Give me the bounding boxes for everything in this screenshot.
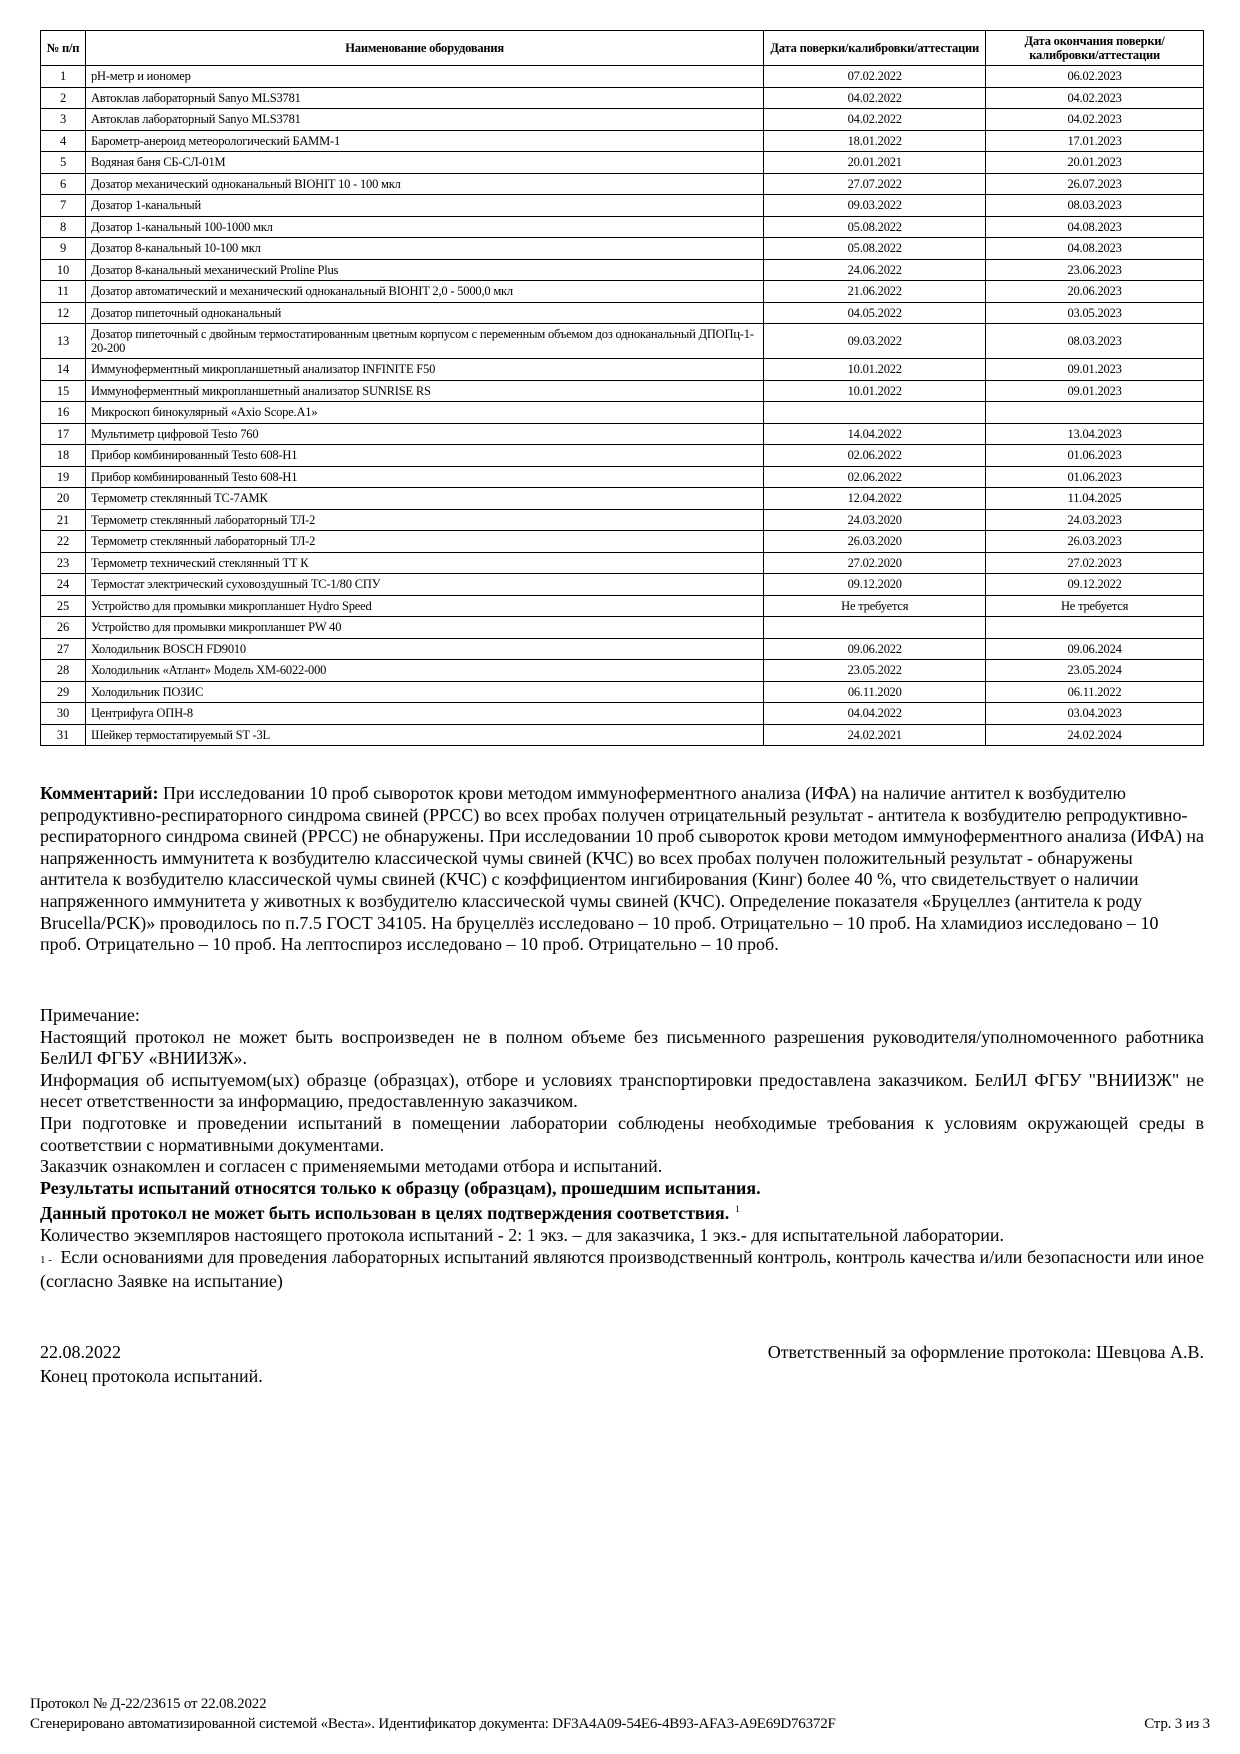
check-date: 04.02.2022	[764, 109, 986, 131]
row-number: 8	[41, 216, 86, 238]
equipment-name: Термометр технический стеклянный ТТ К	[85, 552, 763, 574]
end-date: 04.08.2023	[986, 238, 1204, 260]
row-number: 10	[41, 259, 86, 281]
end-date: 23.05.2024	[986, 660, 1204, 682]
table-row	[41, 281, 1204, 303]
end-date: 13.04.2023	[986, 423, 1204, 445]
signature-row	[40, 1342, 1204, 1363]
table-row	[41, 660, 1204, 682]
footnote	[40, 1247, 1204, 1293]
note-item: Информация об испытуемом(ых) образце (образцах), отборе и условиях транспортировки предоставлена заказчиком. БелИЛ ФГБУ "ВНИИЗЖ" не несет ответственности за информацию, предоставленную заказчиком.	[40, 1069, 1204, 1112]
check-date: 20.01.2021	[764, 152, 986, 174]
check-date: 26.03.2020	[764, 531, 986, 553]
equipment-name: Дозатор пипеточный с двойным термостатированным цветным корпусом с переменным объемом доз одноканальный ДПОПц-1-20-200	[85, 324, 763, 359]
table-row	[41, 109, 1204, 131]
equipment-name: Иммуноферментный микропланшетный анализатор INFINITE F50	[85, 359, 763, 381]
row-number: 18	[41, 445, 86, 467]
equipment-name: Прибор комбинированный Testo 608-H1	[85, 445, 763, 467]
equipment-name: Дозатор 8-канальный 10-100 мкл	[85, 238, 763, 260]
note-item: Настоящий протокол не может быть воспроизведен не в полном объеме без письменного разрешения руководителя/уполномоченного работника БелИЛ ФГБУ «ВНИИЗЖ».	[40, 1026, 1204, 1069]
table-row	[41, 595, 1204, 617]
row-number: 23	[41, 552, 86, 574]
end-date: 26.03.2023	[986, 531, 1204, 553]
row-number: 4	[41, 130, 86, 152]
end-date: 04.02.2023	[986, 87, 1204, 109]
end-date: 11.04.2025	[986, 488, 1204, 510]
end-date: 06.02.2023	[986, 66, 1204, 88]
check-date: 18.01.2022	[764, 130, 986, 152]
table-row	[41, 509, 1204, 531]
copies-note: Количество экземпляров настоящего протокола испытаний - 2: 1 экз. – для заказчика, 1 экз.- для испытательной лаборатории.	[40, 1224, 1004, 1245]
table-header-row	[41, 31, 1204, 66]
row-number: 6	[41, 173, 86, 195]
equipment-name: Барометр-анероид метеорологический БАММ-1	[85, 130, 763, 152]
notes-section	[40, 1005, 1204, 1293]
equipment-name: Холодильник ПОЗИС	[85, 681, 763, 703]
row-number: 21	[41, 509, 86, 531]
equipment-name: Устройство для промывки микропланшет Hydro Speed	[85, 595, 763, 617]
table-row	[41, 216, 1204, 238]
equipment-name: Микроскоп бинокулярный «Axio Scope.A1»	[85, 402, 763, 424]
table-row	[41, 574, 1204, 596]
end-date: 17.01.2023	[986, 130, 1204, 152]
check-date: 04.02.2022	[764, 87, 986, 109]
table-row	[41, 552, 1204, 574]
equipment-name: Мультиметр цифровой Testo 760	[85, 423, 763, 445]
check-date: 09.06.2022	[764, 638, 986, 660]
responsible-person: Ответственный за оформление протокола: Шевцова А.В.	[767, 1342, 1204, 1362]
signature-date: 22.08.2022	[40, 1342, 121, 1362]
end-date: 27.02.2023	[986, 552, 1204, 574]
equipment-name: Холодильник BOSCH FD9010	[85, 638, 763, 660]
end-date: 03.05.2023	[986, 302, 1204, 324]
equipment-name: Шейкер термостатируемый ST -3L	[85, 724, 763, 746]
row-number: 13	[41, 324, 86, 359]
end-date: 09.01.2023	[986, 380, 1204, 402]
equipment-name: Автоклав лабораторный Sanyo MLS3781	[85, 87, 763, 109]
equipment-name: Термометр стеклянный лабораторный ТЛ-2	[85, 531, 763, 553]
table-row	[41, 152, 1204, 174]
row-number: 28	[41, 660, 86, 682]
end-date: 01.06.2023	[986, 445, 1204, 467]
row-number: 12	[41, 302, 86, 324]
check-date: 27.07.2022	[764, 173, 986, 195]
row-number: 7	[41, 195, 86, 217]
results-scope-note: Результаты испытаний относятся только к образцу (образцам), прошедшим испытания.	[40, 1177, 761, 1198]
end-date: 01.06.2023	[986, 466, 1204, 488]
check-date: 06.11.2020	[764, 681, 986, 703]
row-number: 11	[41, 281, 86, 303]
check-date: 21.06.2022	[764, 281, 986, 303]
table-row	[41, 195, 1204, 217]
check-date: 10.01.2022	[764, 380, 986, 402]
table-row	[41, 638, 1204, 660]
row-number: 31	[41, 724, 86, 746]
row-number: 20	[41, 488, 86, 510]
header-name: Наименование оборудования	[85, 31, 763, 66]
table-row	[41, 380, 1204, 402]
table-row	[41, 259, 1204, 281]
table-row	[41, 531, 1204, 553]
end-date	[986, 617, 1204, 639]
equipment-name: Иммуноферментный микропланшетный анализатор SUNRISE RS	[85, 380, 763, 402]
end-date: 24.02.2024	[986, 724, 1204, 746]
note-item: При подготовке и проведении испытаний в помещении лаборатории соблюдены необходимые требования к условиям окружающей среды в соответствии с нормативными документами.	[40, 1112, 1204, 1155]
table-row	[41, 238, 1204, 260]
row-number: 2	[41, 87, 86, 109]
end-date: Не требуется	[986, 595, 1204, 617]
row-number: 27	[41, 638, 86, 660]
table-row	[41, 402, 1204, 424]
page-footer	[30, 1694, 1210, 1734]
check-date: 09.12.2020	[764, 574, 986, 596]
end-date: 26.07.2023	[986, 173, 1204, 195]
not-for-conformity-note	[40, 1199, 1204, 1225]
check-date: 05.08.2022	[764, 238, 986, 260]
table-row	[41, 488, 1204, 510]
row-number: 26	[41, 617, 86, 639]
equipment-name: Термостат электрический суховоздушный ТС-1/80 СПУ	[85, 574, 763, 596]
table-row	[41, 324, 1204, 359]
header-date-check: Дата поверки/калибровки/аттестации	[764, 31, 986, 66]
equipment-name: Водяная баня СБ-СЛ-01М	[85, 152, 763, 174]
check-date	[764, 617, 986, 639]
equipment-name: Холодильник «Атлант» Модель ХМ-6022-000	[85, 660, 763, 682]
footer-generated-by: Сгенерировано автоматизированной системой «Веста». Идентификатор документа: DF3A4A09-54E6-4B93-AFA3-A9E69D76372F	[30, 1716, 836, 1732]
end-date: 20.06.2023	[986, 281, 1204, 303]
row-number: 1	[41, 66, 86, 88]
equipment-name: Дозатор автоматический и механический одноканальный BIOHIT 2,0 - 5000,0 мкл	[85, 281, 763, 303]
end-date: 03.04.2023	[986, 703, 1204, 725]
end-date: 06.11.2022	[986, 681, 1204, 703]
footnote-text: Если основаниями для проведения лабораторных испытаний являются производственный контроль, контроль качества и/или безопасности или иное (согласно Заявке на испытание)	[40, 1246, 1204, 1292]
table-row	[41, 423, 1204, 445]
row-number: 9	[41, 238, 86, 260]
row-number: 30	[41, 703, 86, 725]
row-number: 22	[41, 531, 86, 553]
note-item: Заказчик ознакомлен и согласен с применяемыми методами отбора и испытаний.	[40, 1156, 663, 1177]
end-date: 24.03.2023	[986, 509, 1204, 531]
footnote-ref: 1	[735, 1204, 740, 1215]
equipment-name: Прибор комбинированный Testo 608-H1	[85, 466, 763, 488]
comment-paragraph	[40, 783, 1204, 956]
check-date: 04.05.2022	[764, 302, 986, 324]
table-row	[41, 359, 1204, 381]
comment-text: При исследовании 10 проб сывороток крови методом иммуноферментного анализа (ИФА) на наличие антител к возбудителю репродуктивно-респираторного синдрома свиней (РРСС) во всех пробах получен отрицательный результат - антитела к возбудителю репродуктивно-респираторного синдрома свиней (РРСС) не обнаружены. При исследовании 10 проб сывороток крови методом иммуноферментного анализа (ИФА) на напряженность иммунитета к возбудителю классической чумы свиней (КЧС) во всех пробах получен положительный результат - обнаружены антитела к возбудителю классической чумы свиней (КЧС) с коэффициентом ингибирования (Кинг) более 40 %, что свидетельствует о наличии напряженного иммунитета у животных к возбудителю классической чумы свиней (КЧС). Определение показателя «Бруцеллез (антитела к роду Brucella/РСК)» проводилось по п.7.5 ГОСТ 34105. На бруцеллёз исследовано – 10 проб. Отрицательно – 10 проб. На хламидиоз исследовано – 10 проб. Отрицательно – 10 проб. На лептоспироз исследовано – 10 проб. Отрицательно – 10 проб.	[40, 783, 1204, 955]
equipment-name: Устройство для промывки микропланшет PW 40	[85, 617, 763, 639]
table-row	[41, 302, 1204, 324]
end-date: 20.01.2023	[986, 152, 1204, 174]
equipment-name: Центрифуга ОПН-8	[85, 703, 763, 725]
row-number: 14	[41, 359, 86, 381]
check-date: 04.04.2022	[764, 703, 986, 725]
row-number: 25	[41, 595, 86, 617]
row-number: 5	[41, 152, 86, 174]
equipment-name: Дозатор пипеточный одноканальный	[85, 302, 763, 324]
row-number: 19	[41, 466, 86, 488]
row-number: 3	[41, 109, 86, 131]
check-date: 24.06.2022	[764, 259, 986, 281]
check-date: 24.03.2020	[764, 509, 986, 531]
row-number: 29	[41, 681, 86, 703]
table-row	[41, 681, 1204, 703]
equipment-name: Дозатор 1-канальный 100-1000 мкл	[85, 216, 763, 238]
equipment-name: Дозатор 1-канальный	[85, 195, 763, 217]
end-date	[986, 402, 1204, 424]
end-date: 09.06.2024	[986, 638, 1204, 660]
footnote-mark: 1 -	[40, 1253, 52, 1266]
row-number: 24	[41, 574, 86, 596]
table-row	[41, 466, 1204, 488]
footer-protocol-number: Протокол № Д-22/23615 от 22.08.2022	[30, 1696, 267, 1712]
end-date: 23.06.2023	[986, 259, 1204, 281]
equipment-name: pH-метр и иономер	[85, 66, 763, 88]
check-date: 02.06.2022	[764, 466, 986, 488]
end-date: 09.01.2023	[986, 359, 1204, 381]
check-date: Не требуется	[764, 595, 986, 617]
end-date: 08.03.2023	[986, 195, 1204, 217]
table-row	[41, 724, 1204, 746]
equipment-table	[40, 30, 1204, 746]
not-for-conformity-text: Данный протокол не может быть использован в целях подтверждения соответствия.	[40, 1203, 730, 1224]
check-date: 24.02.2021	[764, 724, 986, 746]
equipment-name: Дозатор механический одноканальный BIOHIT 10 - 100 мкл	[85, 173, 763, 195]
check-date: 14.04.2022	[764, 423, 986, 445]
check-date: 12.04.2022	[764, 488, 986, 510]
check-date: 05.08.2022	[764, 216, 986, 238]
row-number: 16	[41, 402, 86, 424]
page-number: Стр. 3 из 3	[1144, 1716, 1210, 1732]
check-date: 09.03.2022	[764, 324, 986, 359]
check-date: 02.06.2022	[764, 445, 986, 467]
row-number: 15	[41, 380, 86, 402]
table-row	[41, 445, 1204, 467]
table-row	[41, 703, 1204, 725]
protocol-end: Конец протокола испытаний.	[40, 1366, 263, 1386]
end-date: 09.12.2022	[986, 574, 1204, 596]
row-number: 17	[41, 423, 86, 445]
equipment-name: Дозатор 8-канальный механический Proline Plus	[85, 259, 763, 281]
end-date: 04.02.2023	[986, 109, 1204, 131]
header-date-end: Дата окончания поверки/калибровки/аттестации	[986, 31, 1204, 66]
header-num: № п/п	[41, 31, 86, 66]
equipment-name: Термометр стеклянный лабораторный ТЛ-2	[85, 509, 763, 531]
end-date: 04.08.2023	[986, 216, 1204, 238]
check-date: 09.03.2022	[764, 195, 986, 217]
table-row	[41, 87, 1204, 109]
table-row	[41, 66, 1204, 88]
end-date: 08.03.2023	[986, 324, 1204, 359]
equipment-name: Автоклав лабораторный Sanyo MLS3781	[85, 109, 763, 131]
check-date: 07.02.2022	[764, 66, 986, 88]
check-date: 27.02.2020	[764, 552, 986, 574]
comment-label: Комментарий:	[40, 783, 159, 803]
check-date: 10.01.2022	[764, 359, 986, 381]
table-row	[41, 130, 1204, 152]
table-row	[41, 617, 1204, 639]
check-date	[764, 402, 986, 424]
notes-title: Примечание:	[40, 1005, 140, 1025]
check-date: 23.05.2022	[764, 660, 986, 682]
equipment-name: Термометр стеклянный ТС-7АМК	[85, 488, 763, 510]
table-row	[41, 173, 1204, 195]
